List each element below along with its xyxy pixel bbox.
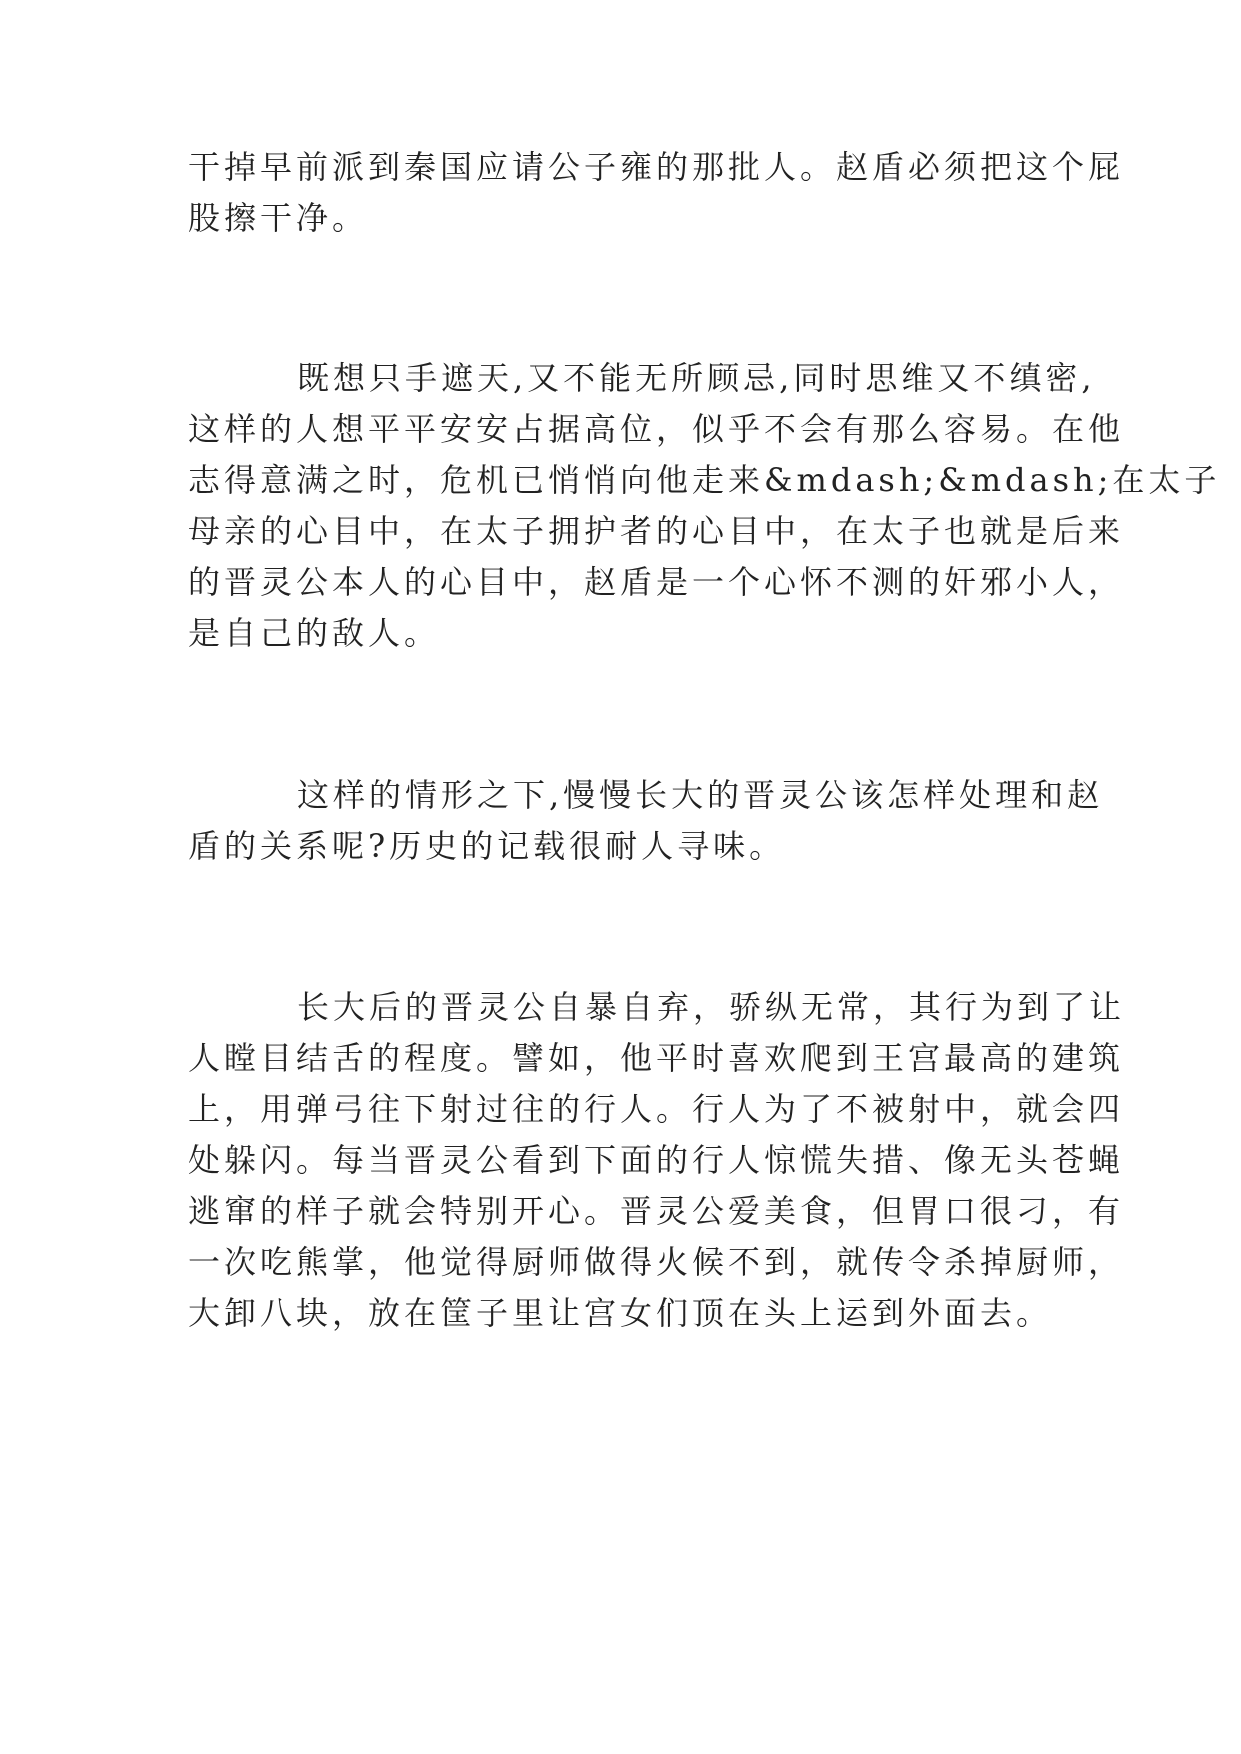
paragraph-4-line-6: 一次吃熊掌，他觉得厨师做得火候不到，就传令杀掉厨师，: [188, 1243, 1125, 1281]
paragraph-1-line-2: 股擦干净。: [188, 199, 369, 237]
paragraph-2-line-1: 既想只手遮天,又不能无所顾忌,同时思维又不缜密,: [297, 359, 1096, 397]
paragraph-4-line-7: 大卸八块，放在筐子里让宫女们顶在头上运到外面去。: [188, 1294, 1053, 1332]
paragraph-4-line-4: 处躲闪。每当晋灵公看到下面的行人惊慌失措、像无头苍蝇: [188, 1141, 1125, 1179]
paragraph-2-line-3: 志得意满之时，危机已悄悄向他走来&mdash;&mdash;在太子: [188, 461, 1221, 499]
paragraph-2-line-5: 的晋灵公本人的心目中，赵盾是一个心怀不测的奸邪小人，: [188, 563, 1125, 601]
paragraph-3-line-1: 这样的情形之下,慢慢长大的晋灵公该怎样处理和赵: [297, 776, 1104, 814]
paragraph-4-line-5: 逃窜的样子就会特别开心。晋灵公爱美食，但胃口很刁，有: [188, 1192, 1125, 1230]
paragraph-2-line-6: 是自己的敌人。: [188, 614, 441, 652]
paragraph-2-line-4: 母亲的心目中，在太子拥护者的心目中，在太子也就是后来: [188, 512, 1125, 550]
paragraph-4-line-3: 上，用弹弓往下射过往的行人。行人为了不被射中，就会四: [188, 1090, 1125, 1128]
paragraph-1-line-1: 干掉早前派到秦国应请公子雍的那批人。赵盾必须把这个屁: [188, 148, 1125, 186]
paragraph-4-line-2: 人瞠目结舌的程度。譬如，他平时喜欢爬到王宫最高的建筑: [188, 1039, 1125, 1077]
paragraph-3-line-2: 盾的关系呢?历史的记载很耐人寻味。: [188, 827, 786, 865]
paragraph-4-line-1: 长大后的晋灵公自暴自弃，骄纵无常，其行为到了让: [297, 988, 1126, 1026]
paragraph-2-line-2: 这样的人想平平安安占据高位，似乎不会有那么容易。在他: [188, 410, 1125, 448]
